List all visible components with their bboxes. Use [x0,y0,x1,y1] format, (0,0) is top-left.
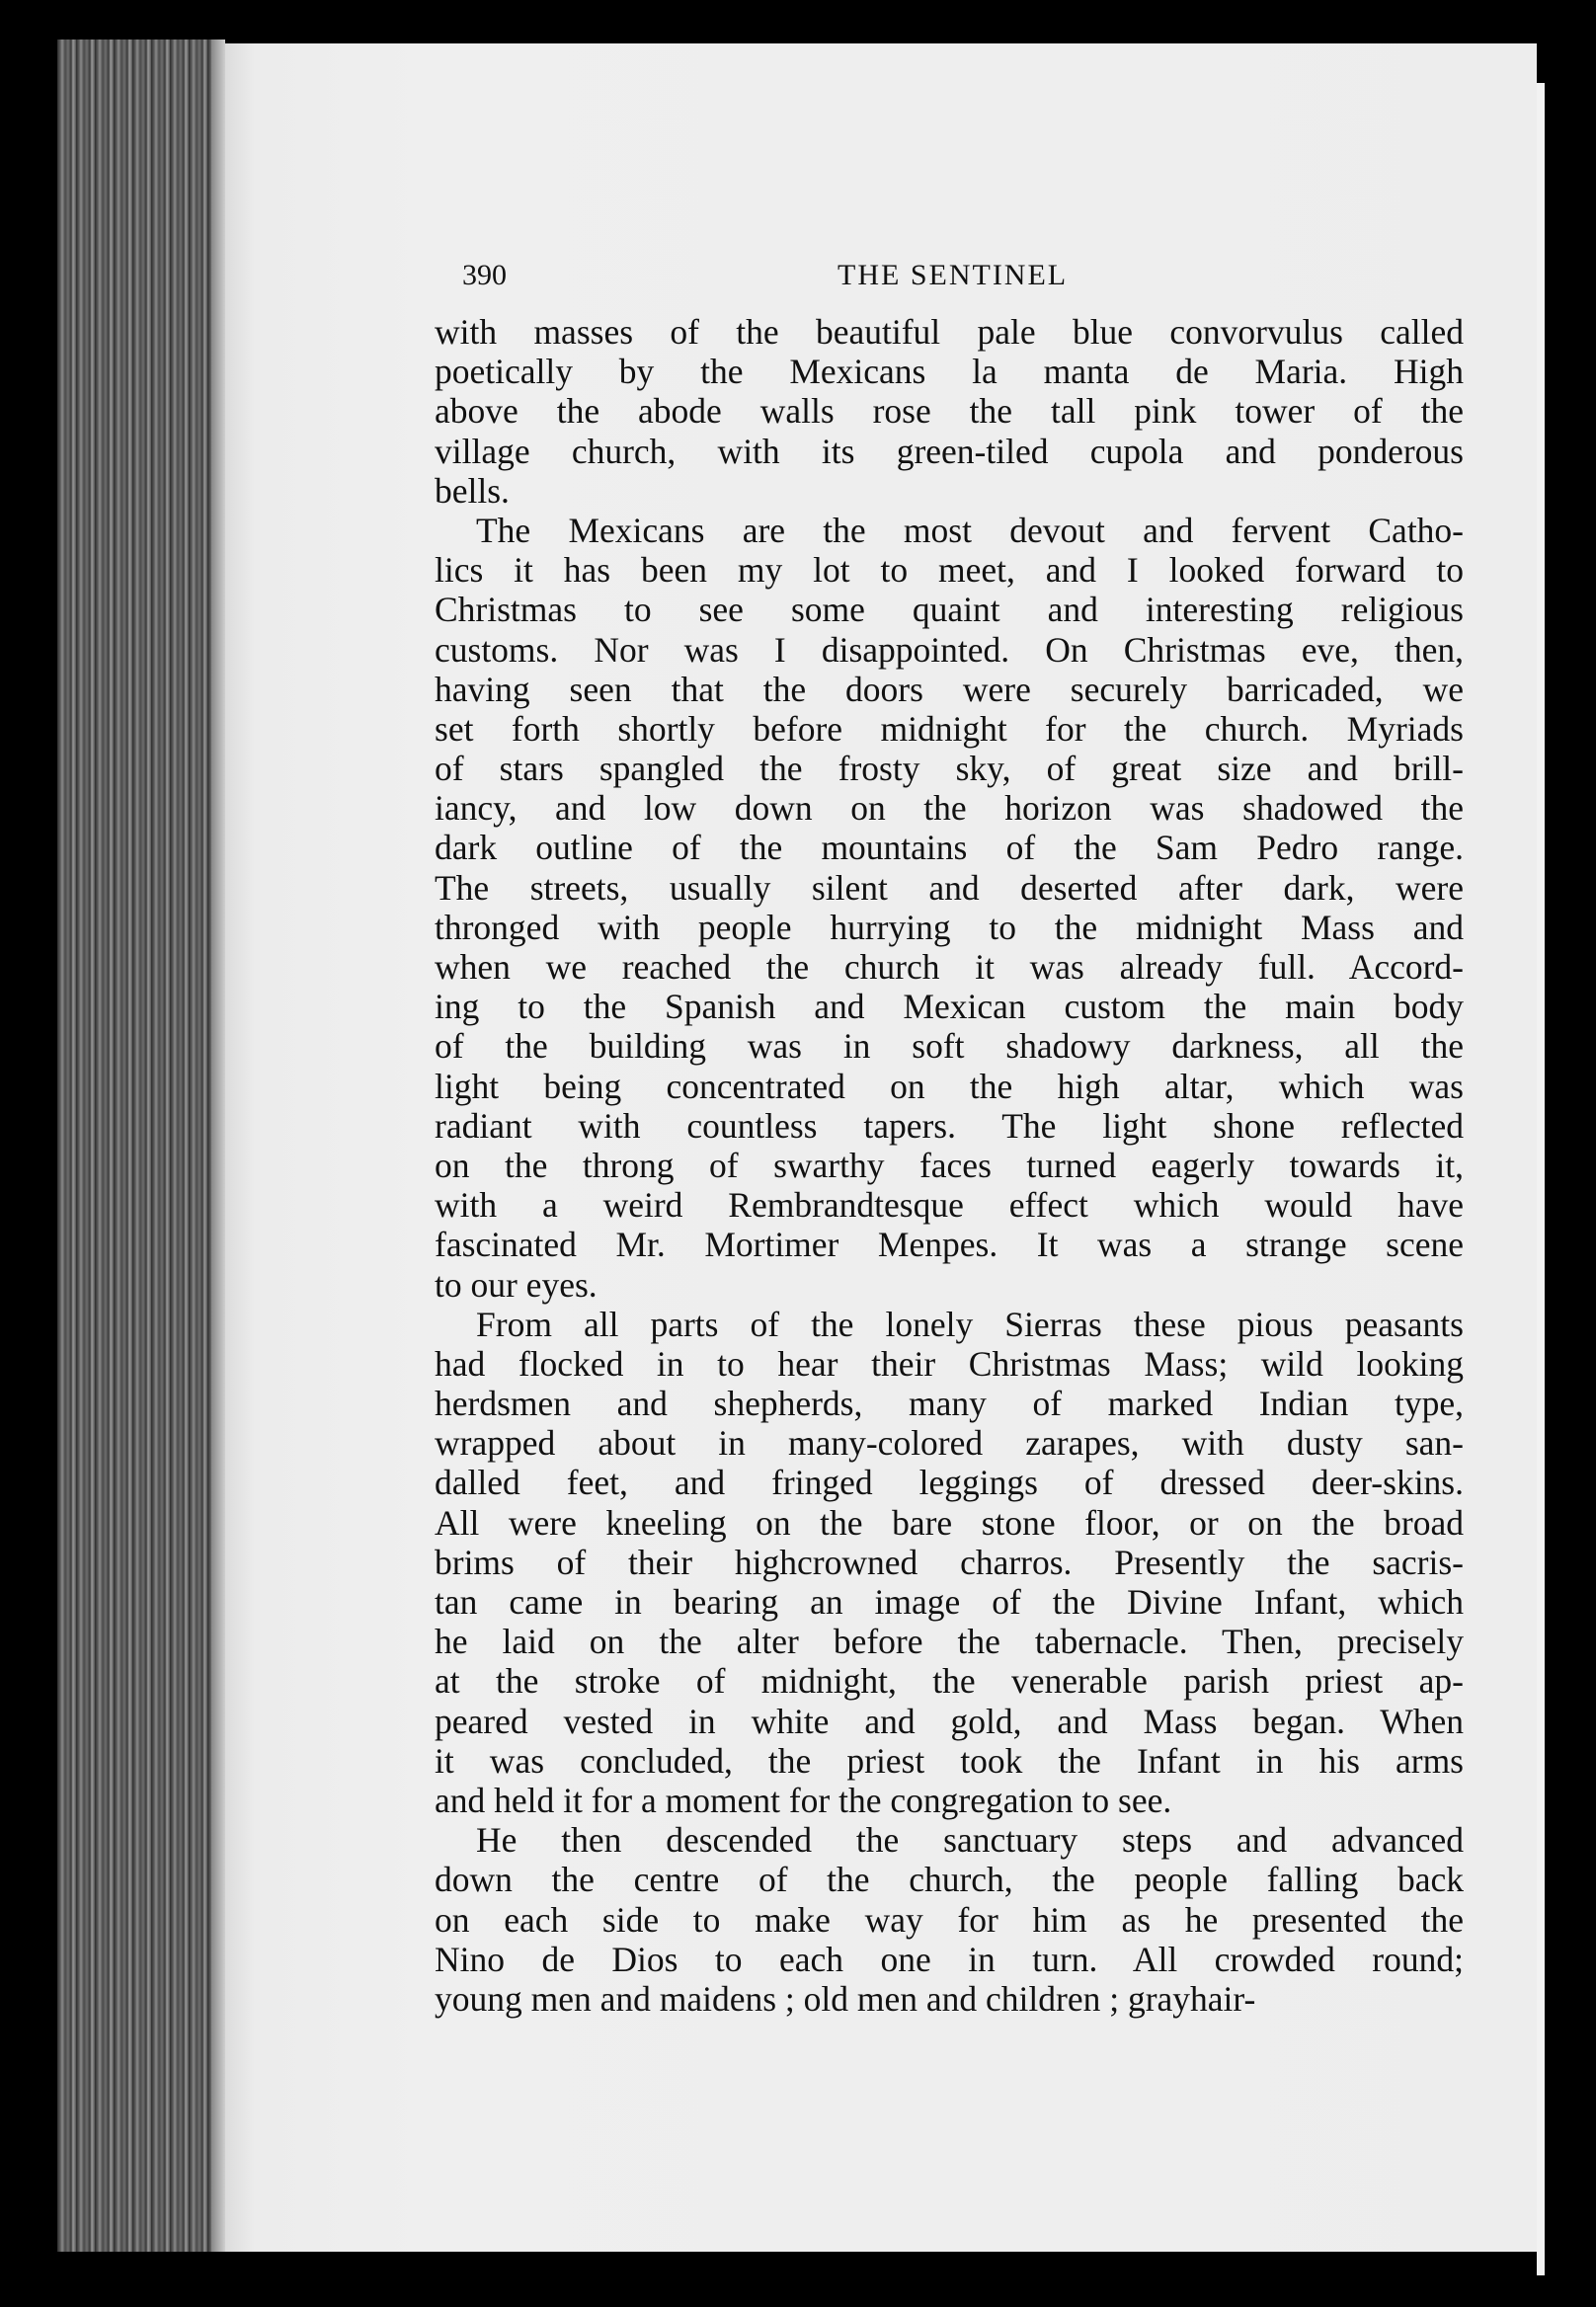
text-line: having seen that the doors were securely barricaded, we [435,669,1464,709]
running-head [462,259,1450,298]
text-line: young men and maidens ; old men and children ; grayhair- [435,1978,1256,2019]
text-line: All were kneeling on the bare stone floor, or on the broad [435,1502,1464,1543]
text-line: The Mexicans are the most devout and fervent Catho- [476,510,1464,550]
text-line: he laid on the alter before the tabernacle. Then, precisely [435,1622,1464,1662]
text-line: wrapped about in many-colored zarapes, with dusty san- [435,1423,1464,1464]
text-line: and held it for a moment for the congregation to see. [435,1780,1172,1820]
facing-page-edge [1537,0,1596,2307]
text-line: The streets, usually silent and deserted after dark, were [435,867,1464,908]
text-line: tan came in bearing an image of the Divine Infant, which [435,1582,1464,1622]
text-line: with a weird Rembrandtesque effect which would have [435,1185,1464,1226]
text-line: to our eyes. [435,1264,598,1305]
text-line: village church, with its green-tiled cupola and ponderous [435,431,1464,471]
text-line: From all parts of the lonely Sierras these pious peasants [476,1304,1464,1344]
text-line: Nino de Dios to each one in turn. All crowded round; [435,1939,1464,1979]
text-line: brims of their highcrowned charros. Presently the sacris- [435,1542,1464,1582]
text-line: above the abode walls rose the tall pink tower of the [435,391,1464,432]
text-line: on the throng of swarthy faces turned eagerly towards it, [435,1145,1464,1185]
text-line: dalled feet, and fringed leggings of dressed deer-skins. [435,1463,1464,1503]
text-line: radiant with countless tapers. The light shone reflected [435,1105,1464,1146]
text-line: light being concentrated on the high altar, which was [435,1066,1464,1106]
text-line: at the stroke of midnight, the venerable parish priest ap- [435,1661,1464,1702]
text-line: poetically by the Mexicans la manta de Maria. High [435,352,1464,392]
body-text [435,312,1464,2019]
book-page-edges [57,40,225,2252]
text-line: with masses of the beautiful pale blue convorvulus called [435,312,1464,352]
text-line: He then descended the sanctuary steps and advanced [476,1820,1464,1861]
text-line: it was concluded, the priest took the Infant in his arms [435,1740,1464,1781]
text-line: fascinated Mr. Mortimer Menpes. It was a strange scene [435,1225,1464,1265]
page-number: 390 [462,259,507,291]
text-line: of the building was in soft shadowy darkness, all the [435,1026,1464,1067]
text-line: thronged with people hurrying to the midnight Mass and [435,907,1464,947]
text-line: of stars spangled the frosty sky, of great size and brill- [435,749,1464,789]
text-line: iancy, and low down on the horizon was shadowed the [435,788,1464,829]
text-line: herdsmen and shepherds, many of marked Indian type, [435,1384,1464,1424]
text-line: lics it has been my lot to meet, and I looked forward to [435,550,1464,591]
text-line: bells. [435,470,510,511]
text-line: down the centre of the church, the people falling back [435,1860,1464,1900]
text-line: set forth shortly before midnight for the church. Myriads [435,708,1464,749]
text-line: had flocked in to hear their Christmas Mass; wild looking [435,1343,1464,1384]
text-line: Christmas to see some quaint and interesting religious [435,590,1464,630]
text-line: on each side to make way for him as he presented the [435,1899,1464,1940]
paragraph [435,312,1464,511]
paragraph [435,1820,1464,2019]
running-title: THE SENTINEL [838,259,1069,291]
paragraph [435,511,1464,1305]
text-line: peared vested in white and gold, and Mass began. When [435,1701,1464,1741]
paragraph [435,1305,1464,1820]
text-line: customs. Nor was I disappointed. On Christmas eve, then, [435,629,1464,670]
text-line: when we reached the church it was already full. Accord- [435,947,1464,987]
text-line: dark outline of the mountains of the Sam Pedro range. [435,828,1464,868]
text-line: ing to the Spanish and Mexican custom the main body [435,987,1464,1027]
